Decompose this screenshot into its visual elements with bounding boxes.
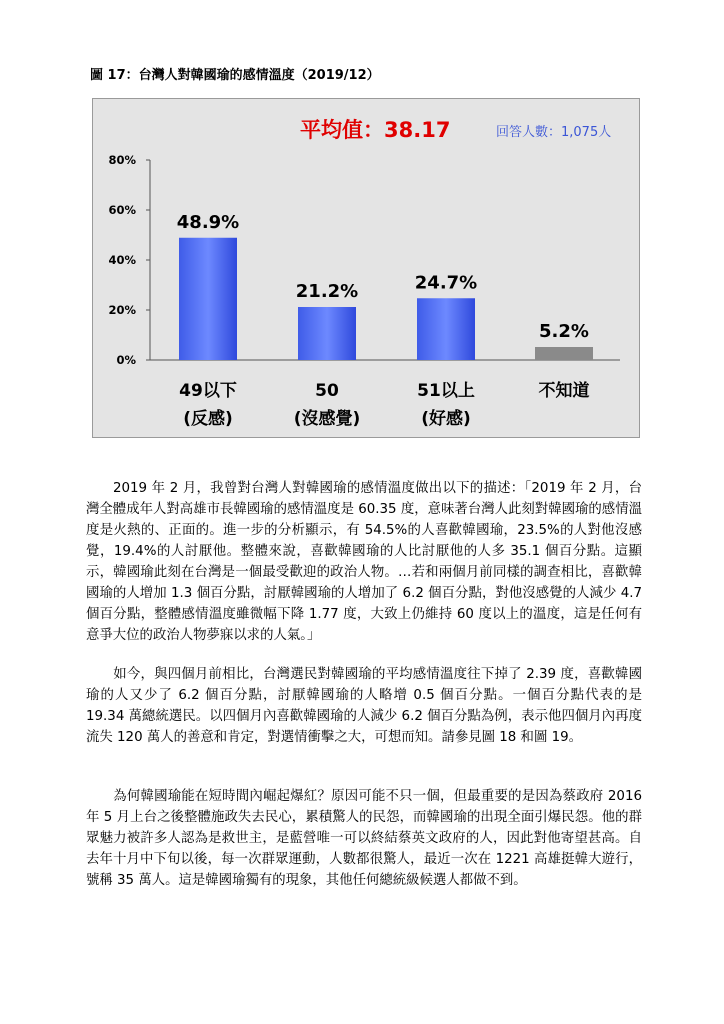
bar bbox=[179, 238, 237, 360]
figure-title: 圖 17：台灣人對韓國瑜的感情溫度（2019/12） bbox=[90, 68, 380, 83]
category-label: 49以下 bbox=[179, 381, 237, 401]
category-label: (反感) bbox=[183, 409, 233, 429]
bar bbox=[298, 307, 356, 360]
category-label: (沒感覺) bbox=[293, 409, 361, 429]
category-label: 50 bbox=[315, 381, 339, 401]
bar bbox=[535, 347, 593, 360]
bar bbox=[417, 298, 475, 360]
y-tick-label: 0% bbox=[116, 353, 136, 367]
y-tick-label: 20% bbox=[108, 303, 136, 317]
respondent-count: 回答人數：1,075人 bbox=[496, 125, 612, 140]
average-value: 平均值：38.17 bbox=[300, 118, 451, 142]
category-label: 51以上 bbox=[417, 381, 475, 401]
paragraph-1-text: 2019 年 2 月，我曾對台灣人對韓國瑜的感情溫度做出以下的描述：「2019 年 2 月，台灣全體成年人對高雄市長韓國瑜的感情溫度是 60.35 度，意味著台灣人此刻對韓國瑜的感情溫度是火熱的、正面的。進一步的分析顯示，有 54.5%的人喜歡韓國瑜，23.5%的人對他沒感覺，19.4%的人討厭他。整體來說，喜歡韓國瑜的人比討厭他的人多 35.1 個百分點。這顯示，韓國瑜此刻在台灣是一個最受歡迎的政治人物。…若和兩個月前同樣的調查相比，喜歡韓國瑜的人增加 1.3 個百分點，討厭韓國瑜的人增加了 6.2 個百分點，對他沒感覺的人減少 4.7 個百分點，整體感情溫度雖微幅下降 1.77 度，大致上仍維持 60 度以上的溫度，這是任何有意爭大位的政治人物夢寐以求的人氣。」 bbox=[86, 481, 642, 643]
category-label: (好感) bbox=[421, 409, 471, 429]
paragraph-3-text: 為何韓國瑜能在短時間內崛起爆紅？原因可能不只一個，但最重要的是因為蔡政府 2016 年 5 月上台之後整體施政失去民心，累積驚人的民怨，而韓國瑜的出現全面引爆民怨。他的群眾魅力被許多人認為是救世主，是藍營唯一可以終結蔡英文政府的人，因此對他寄望甚高。自去年十月中下旬以後，每一次群眾運動，人數都很驚人，最近一次在 1221 高雄挺韓大遊行，號稱 35 萬人。這是韓國瑜獨有的現象，其他任何總統級候選人都做不到。 bbox=[86, 789, 642, 888]
data-label: 24.7% bbox=[414, 272, 478, 294]
category-label: 不知道 bbox=[538, 381, 590, 401]
paragraph-1 bbox=[86, 478, 642, 646]
paragraph-3 bbox=[86, 786, 642, 891]
data-label: 5.2% bbox=[539, 321, 589, 342]
data-label: 48.9% bbox=[176, 211, 240, 233]
paragraph-2 bbox=[86, 664, 642, 748]
paragraph-2-text: 如今，與四個月前相比，台灣選民對韓國瑜的平均感情溫度往下掉了 2.39 度，喜歡韓國瑜的人又少了 6.2 個百分點，討厭韓國瑜的人略增 0.5 個百分點。一個百分點代表的是 19.34 萬總統選民。以四個月內喜歡韓國瑜的人減少 6.2 個百分點為例，表示他四個月內再度流失 120 萬人的善意和肯定，對選情衝擊之大，可想而知。請參見圖 18 和圖 19。 bbox=[86, 667, 642, 745]
y-tick-label: 60% bbox=[108, 203, 136, 217]
data-label: 21.2% bbox=[295, 281, 359, 302]
y-tick-label: 40% bbox=[108, 253, 136, 267]
bar-chart bbox=[0, 0, 724, 460]
y-tick-label: 80% bbox=[108, 153, 136, 167]
